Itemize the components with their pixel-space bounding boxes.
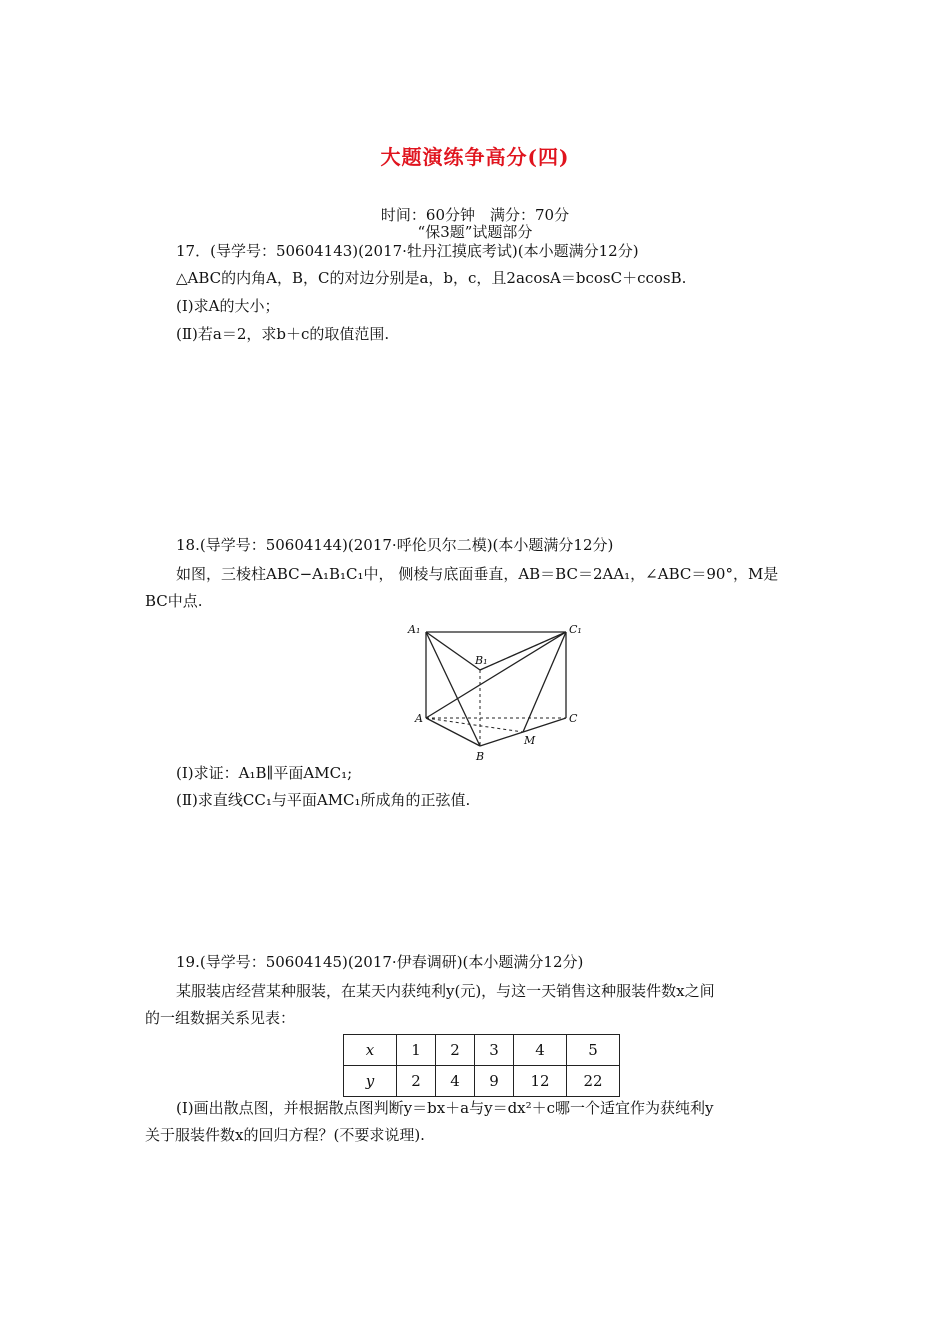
label-a1: A₁ — [408, 623, 421, 636]
table-row-x — [344, 1035, 620, 1066]
table-header-y: y — [344, 1066, 397, 1097]
table-cell: 2 — [397, 1066, 436, 1097]
section-label: “保3题”试题部分 — [417, 223, 533, 241]
table-cell: 5 — [567, 1035, 620, 1066]
edge-ab — [426, 718, 480, 746]
q18-part1: (Ⅰ)求证：A₁B∥平面AMC₁; — [176, 764, 353, 782]
label-c: C — [569, 712, 578, 725]
label-m: M — [524, 734, 536, 747]
q19-heading: 19.(导学号：50604145)(2017·伊春调研)(本小题满分12分) — [176, 953, 584, 971]
q19-stem-line1: 某服装店经营某种服装，在某天内获纯利y(元)，与这一天销售这种服装件数x之间 — [176, 982, 715, 1000]
q18-stem-line2: BC中点. — [145, 592, 203, 610]
data-table — [343, 1034, 620, 1097]
table-row-y — [344, 1066, 620, 1097]
table-cell: 12 — [514, 1066, 567, 1097]
prism-figure — [400, 618, 590, 766]
q19-part1-line1: (Ⅰ)画出散点图，并根据散点图判断y＝bx＋a与y＝dx²＋c哪一个适宜作为获纯利y — [176, 1099, 714, 1117]
page-title: 大题演练争高分(四) — [380, 145, 570, 169]
label-b1: B₁ — [475, 654, 488, 667]
table-cell: 9 — [475, 1066, 514, 1097]
edge-a1b1 — [426, 632, 480, 670]
q17-part1: (Ⅰ)求A的大小； — [176, 297, 280, 315]
label-a: A — [415, 712, 423, 725]
label-c1: C₁ — [569, 623, 582, 636]
q19-part1-line2: 关于服装件数x的回归方程？(不要求说理). — [145, 1126, 425, 1144]
q18-part2: (Ⅱ)求直线CC₁与平面AMC₁所成角的正弦值. — [176, 791, 471, 809]
q19-stem-line2: 的一组数据关系见表： — [145, 1009, 296, 1027]
q18-heading: 18.(导学号：50604144)(2017·呼伦贝尔二模)(本小题满分12分) — [176, 536, 614, 554]
table-cell: 3 — [475, 1035, 514, 1066]
table-cell: 2 — [436, 1035, 475, 1066]
q18-stem-line1: 如图，三棱柱ABC−A₁B₁C₁中， 侧棱与底面垂直，AB＝BC＝2AA₁，∠ABC＝90°，M是 — [176, 565, 779, 583]
q17-stem: △ABC的内角A，B，C的对边分别是a，b，c，且2acosA＝bcosC＋ccosB. — [176, 269, 687, 287]
table-cell: 1 — [397, 1035, 436, 1066]
table-cell: 4 — [514, 1035, 567, 1066]
label-b: B — [476, 750, 485, 763]
table-cell: 4 — [436, 1066, 475, 1097]
segment-a1b — [426, 632, 480, 746]
table-header-x: x — [344, 1035, 397, 1066]
q17-part2: (Ⅱ)若a＝2，求b＋c的取值范围. — [176, 325, 390, 343]
segment-c1m — [523, 632, 566, 732]
table-cell: 22 — [567, 1066, 620, 1097]
time-info: 时间：60分钟 满分：70分 — [380, 206, 570, 224]
q17-heading: 17．(导学号：50604143)(2017·牡丹江摸底考试)(本小题满分12分) — [176, 242, 639, 260]
